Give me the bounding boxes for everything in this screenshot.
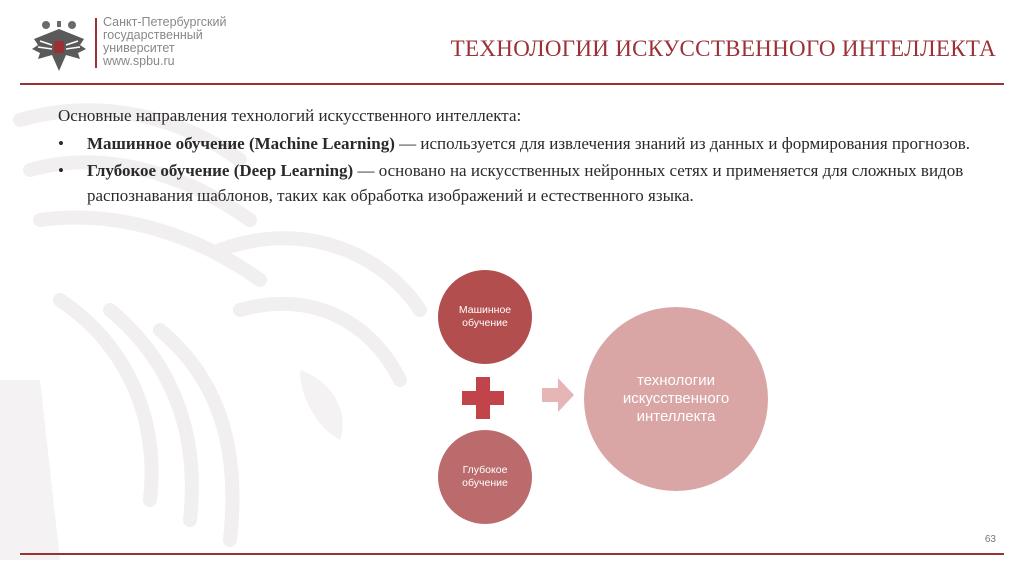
deep-learning-circle — [438, 430, 532, 524]
machine-learning-label: Машинное обучение — [458, 304, 512, 329]
arrow-right-icon — [542, 378, 574, 412]
bullet-text: — основано на искусственных нейронных сетях и применяется для сложных видов распознавания шаблонов, таких как обработка изображений и естественного языка. — [87, 161, 964, 205]
ai-technologies-circle — [584, 307, 768, 491]
bullet-term: Машинное обучение (Machine Learning) — [87, 133, 395, 153]
bullet-icon: • — [58, 133, 64, 153]
slide-body — [58, 104, 978, 211]
deep-learning-label: Глубокое обучение — [462, 464, 508, 489]
logo-divider — [95, 18, 97, 68]
slide-title: ТЕХНОЛОГИИ ИСКУССТВЕННОГО ИНТЕЛЛЕКТА — [450, 36, 996, 61]
bullet-item — [58, 132, 978, 157]
university-line: Санкт-Петербургский — [103, 15, 227, 29]
university-line: государственный — [103, 28, 203, 42]
footer-divider — [20, 553, 1004, 555]
header-divider — [20, 83, 1004, 85]
plus-icon — [462, 377, 504, 419]
bullet-item — [58, 159, 978, 208]
bullet-icon: • — [58, 161, 64, 180]
university-line: университет — [103, 41, 175, 55]
ai-technologies-label: технологии искусственного интеллекта — [622, 372, 730, 425]
university-name — [103, 16, 226, 68]
bullet-text: — используется для извлечения знаний из данных и формирования прогнозов. — [394, 133, 970, 153]
university-emblem-icon — [30, 15, 88, 73]
machine-learning-circle — [438, 270, 532, 364]
intro-text: Основные направления технологий искусственного интеллекта: — [58, 106, 522, 125]
bullet-term: Глубокое обучение (Deep Learning) — [87, 161, 354, 180]
university-url: www.spbu.ru — [103, 54, 175, 68]
page-number: 63 — [984, 534, 996, 545]
